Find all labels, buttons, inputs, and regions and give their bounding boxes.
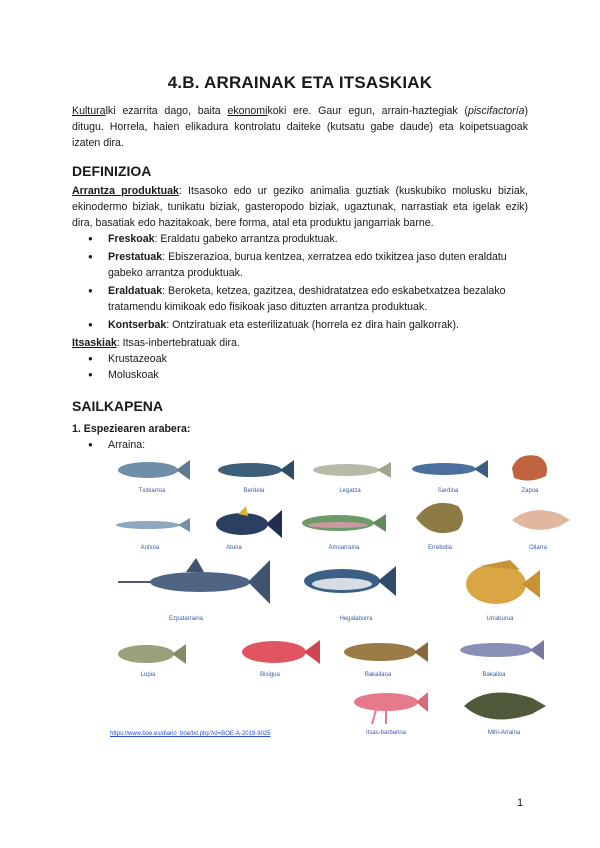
source-link[interactable]: https://www.boe.es/diario_boe/txt.php?id=BOE-A-2019-9025 xyxy=(110,731,271,737)
fish-illustration-icon xyxy=(296,508,388,538)
fish-illustration-icon xyxy=(508,504,572,536)
underlined-word: ekonomi xyxy=(227,105,268,117)
fish-illustration-icon xyxy=(346,684,430,728)
page-title: 4.B. ARRAINAK ETA ITSASKIAK xyxy=(167,73,433,92)
list-item: ● Arraina: xyxy=(72,437,528,453)
list-item: ● Freskoak: Eraldatu gabeko arrantza produktuak. xyxy=(72,231,528,247)
fish-caption: Txitxarroa xyxy=(138,488,166,494)
fish-caption: Hegalaburra xyxy=(339,616,373,622)
fish-caption: Bakailoa xyxy=(482,672,506,678)
fish-illustration-icon xyxy=(112,454,192,486)
fish-illustration-icon xyxy=(338,636,430,668)
fish-illustration-icon xyxy=(406,454,490,484)
fish-caption: Zapoa xyxy=(521,488,539,494)
subheading-species: 1. Espeziearen arabera: xyxy=(72,423,191,435)
section-heading-sailkapena: SAILKAPENA xyxy=(72,398,164,414)
fish-illustration-icon xyxy=(508,450,550,486)
fish-illustration-icon xyxy=(308,454,392,486)
intro-paragraph: Kulturalki ezarrita dago, baita ekonomikoki ere. Gaur egun, arrain-haztegiak (piscifactoría) ditugu. Horrela, haien elikadura kontrolatu daiteke (kutsatu gabe daude) eta koipetsuagoak izaten dira. xyxy=(72,105,528,149)
fish-caption: Oilarra xyxy=(528,545,547,551)
list-item: ● Krustazeoak xyxy=(72,351,528,367)
fish-caption: Berdela xyxy=(243,488,265,494)
fish-caption: Ezpatarraina xyxy=(168,616,204,622)
fish-caption: Bisigua xyxy=(260,672,280,678)
fish-caption: Legatza xyxy=(339,488,361,494)
page-number: 1 xyxy=(517,797,524,809)
fish-illustration-icon xyxy=(458,684,550,728)
section-heading-definizioa: DEFINIZIOA xyxy=(72,163,152,179)
itsaskiak-list xyxy=(72,351,528,385)
fish-illustration-icon xyxy=(412,496,470,540)
italic-word: piscifactoría xyxy=(467,105,525,117)
list-item: ● Moluskoak xyxy=(72,367,528,383)
fish-caption: Antxoa xyxy=(140,545,160,551)
fish-caption: Lupia xyxy=(140,672,156,678)
itsaskiak-paragraph: Itsaskiak: Itsas-inbertebratuak dira. xyxy=(72,337,240,349)
fish-illustration-icon xyxy=(212,454,296,486)
fish-illustration-icon xyxy=(112,514,192,536)
list-item: ● Eraldatuak: Beroketa, ketzea, gazitzea, deshidratatzea edo eskabetxatzea bezalako tratamendu kimikoak edo fisikoak jaso dituzten arrantza produktuak. xyxy=(72,283,528,315)
fish-illustration-icon xyxy=(234,634,322,670)
fish-caption: Itsas-barbarina xyxy=(365,730,407,736)
fish-illustration-icon xyxy=(116,556,272,608)
fish-caption: Bakailaoa xyxy=(364,672,392,678)
fish-illustration-icon xyxy=(460,552,542,614)
list-item: ● Kontserbak: Ontziratuak eta esterilizatuak (horrela ez dira hain galkorrak). xyxy=(72,317,528,333)
fish-caption: Sardina xyxy=(437,488,459,494)
definition-paragraph: Arrantza produktuak: Itsasoko edo ur geziko animalia guztiak (kuskubiko molusku biziak, ekinodermo biziak, tunikatu biziak, gasteropodo biziak, ugaztunak, narrastiak eta igelak ezik) dira, basatiak edo hazitakoak, bere forma, atal eta produktu jangarriak barne. xyxy=(72,185,528,229)
list-item: ● Prestatuak: Ebiszerazioa, burua kentzea, xerratzea edo txikitzea jaso duten eraldatu gabeko arrantza produktuak. xyxy=(72,249,528,281)
underlined-word: Kultura xyxy=(72,105,106,117)
fish-illustration-icon xyxy=(298,560,398,602)
fish-caption: Mihi-Arraina xyxy=(487,730,521,736)
fish-illustration-icon xyxy=(112,636,188,672)
fish-list xyxy=(72,437,528,455)
fish-caption: Atuna xyxy=(226,545,242,551)
product-types-list xyxy=(72,231,528,335)
fish-caption: Urraburua xyxy=(486,616,514,622)
fish-illustration-icon xyxy=(454,634,546,666)
fish-caption: Errebolla xyxy=(427,545,452,551)
fish-caption: Amuarraina xyxy=(328,545,360,551)
fish-illustration-icon xyxy=(208,504,284,542)
